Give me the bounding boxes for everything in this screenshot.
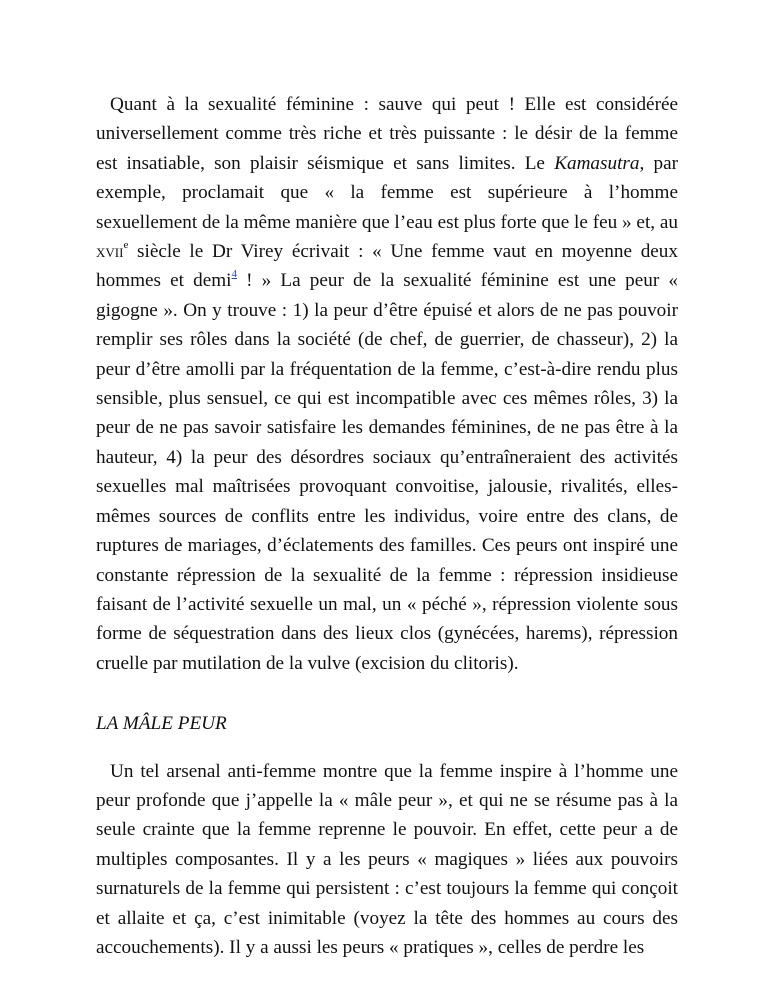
book-title: Kamasutra <box>554 152 640 174</box>
document-page <box>96 90 678 962</box>
body-paragraph <box>96 90 678 678</box>
section-heading: LA MÂLE PEUR <box>96 713 227 735</box>
footnote-link[interactable]: 4 <box>231 268 238 281</box>
paragraph-text: Quant à la sexualité féminine : sauve qui peut ! Elle est considérée universellement comme très riche et très puissante : le désir de la femme est insatiable, son plaisir séismique et sans limites. Le <box>96 94 678 174</box>
century-superscript: e <box>123 238 129 251</box>
body-paragraph: Un tel arsenal anti-femme montre que la femme inspire à l’homme une peur profonde que j’appelle la « mâle peur », et qui ne se résume pas à la seule crainte que la femme reprenne le pouvoir. En effet, cette peur a de multiples composantes. Il y a les peurs « magiques » liées aux pouvoirs surnaturels de la femme qui persistent : c’est toujours la femme qui conçoit et allaite et ça, c’est inimitable (voyez la tête des hommes au cours des accouchements). Il y a aussi les peurs « pratiques », celles de perdre les <box>96 760 678 958</box>
paragraph-text: , par exemple, proclamait que « la femme est supérieure à l’homme sexuellement de la même manière que l’eau est plus forte que le feu » et, au <box>96 152 679 233</box>
century-numeral: xvii <box>96 241 124 263</box>
paragraph-text: ! » La peur de la sexualité féminine est une peur « gigogne ». On y trouve : 1) la peur d’être épuisé et alors de ne pas pouvoir remplir ses rôles dans la société (de chef, de guerrier, de chasseur), 2) la peur d’être amolli par la fréquentation de la femme, c’est-à-dire rendu plus sensible, plus sensuel, ce qui est incompatible avec ces mêmes rôles, 3) la peur de ne pas savoir satisfaire les demandes féminines, de ne pas être à la hauteur, 4) la peur des désordres sociaux qu’entraîneraient des activités sexuelles mal maîtrisées provoquant convoitise, jalousie, rivalités, elles-mêmes sources de conflits entre les individus, voire entre des clans, de ruptures de mariages, d’éclatements des familles. Ces peurs ont inspiré une constante répression de la sexualité de la femme : répression insidieuse faisant de l’activité sexuelle un mal, un « péché », répression violente sous forme de séquestration dans des lieux clos (gynécées, harems), répression cruelle par mutilation de la vulve (excision du clitoris). <box>96 270 679 674</box>
paragraph-text: siècle le Dr Virey écrivait : « Une femme vaut en moyenne deux hommes et demi <box>96 241 678 292</box>
